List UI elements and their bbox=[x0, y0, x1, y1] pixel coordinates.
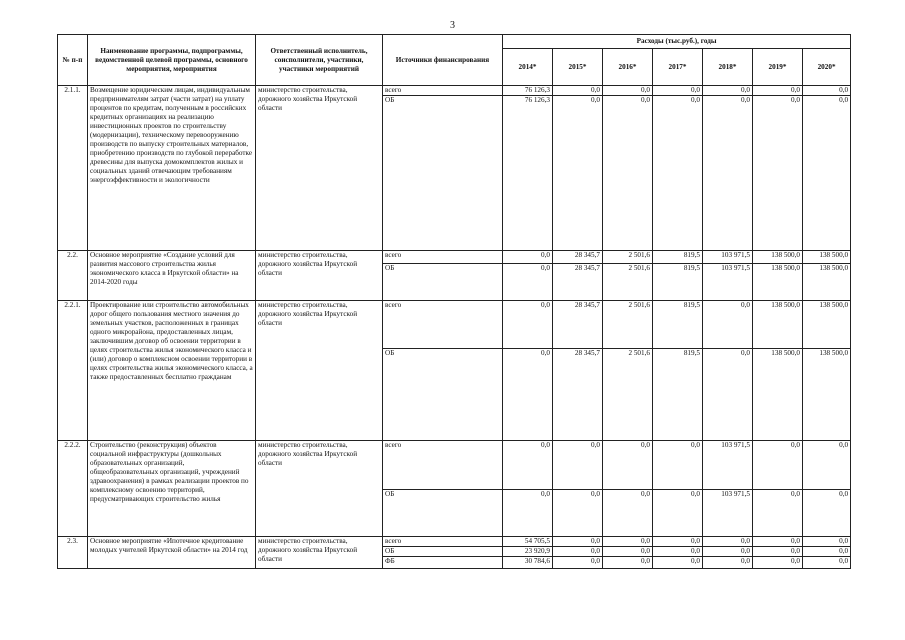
header-source: Источники финансирования bbox=[383, 35, 503, 86]
row-name: Проектирование или строительство автомобильных дорог общего пользования местного значения до земельных участков, расположенных в границах одного микрорайона, предоставленных лицам, заключившим договор об освоении территории в целях строительства жилья экономического класса и (или) договор о комплексном освоении территории в целях строительства жилья экономического класса, а также предоставленных бесплатно гражданам bbox=[88, 301, 256, 441]
value-cell: 103 971,5 bbox=[703, 264, 753, 301]
value-cell: 0,0 bbox=[703, 349, 753, 441]
value-cell: 0,0 bbox=[603, 96, 653, 251]
value-cell: 0,0 bbox=[553, 547, 603, 557]
row-executor: министерство строительства, дорожного хозяйства Иркутской области bbox=[256, 251, 383, 301]
value-cell: 0,0 bbox=[553, 557, 603, 569]
value-cell: 0,0 bbox=[553, 96, 603, 251]
table-row bbox=[58, 537, 851, 547]
value-cell: 0,0 bbox=[653, 441, 703, 490]
row-executor: министерство строительства, дорожного хозяйства Иркутской области bbox=[256, 441, 383, 537]
row-name: Основное мероприятие «Ипотечное кредитование молодых учителей Иркутской области» на 2014 год bbox=[88, 537, 256, 569]
value-cell: 138 500,0 bbox=[753, 251, 803, 264]
source-cell: ОБ bbox=[383, 96, 503, 251]
source-cell: всего bbox=[383, 86, 503, 96]
value-cell: 0,0 bbox=[703, 557, 753, 569]
header-year: 2015* bbox=[553, 49, 603, 86]
value-cell: 0,0 bbox=[603, 86, 653, 96]
table-row bbox=[58, 301, 851, 349]
row-number: 2.2.2. bbox=[58, 441, 88, 537]
source-cell: всего bbox=[383, 301, 503, 349]
value-cell: 2 501,6 bbox=[603, 301, 653, 349]
value-cell: 0,0 bbox=[703, 96, 753, 251]
value-cell: 0,0 bbox=[703, 86, 753, 96]
value-cell: 0,0 bbox=[653, 537, 703, 547]
value-cell: 0,0 bbox=[753, 547, 803, 557]
value-cell: 0,0 bbox=[503, 251, 553, 264]
header-expenses: Расходы (тыс.руб.), годы bbox=[503, 35, 851, 49]
value-cell: 0,0 bbox=[803, 441, 851, 490]
row-executor: министерство строительства, дорожного хозяйства Иркутской области bbox=[256, 301, 383, 441]
source-cell: ФБ bbox=[383, 557, 503, 569]
value-cell: 0,0 bbox=[553, 490, 603, 537]
source-cell: всего bbox=[383, 441, 503, 490]
value-cell: 0,0 bbox=[753, 537, 803, 547]
value-cell: 0,0 bbox=[653, 96, 703, 251]
value-cell: 0,0 bbox=[803, 547, 851, 557]
source-cell: ОБ bbox=[383, 264, 503, 301]
value-cell: 0,0 bbox=[503, 301, 553, 349]
source-cell: ОБ bbox=[383, 547, 503, 557]
value-cell: 0,0 bbox=[803, 557, 851, 569]
value-cell: 0,0 bbox=[753, 86, 803, 96]
value-cell: 0,0 bbox=[803, 537, 851, 547]
value-cell: 0,0 bbox=[503, 264, 553, 301]
value-cell: 0,0 bbox=[603, 547, 653, 557]
value-cell: 76 126,3 bbox=[503, 86, 553, 96]
row-number: 2.1.1. bbox=[58, 86, 88, 251]
value-cell: 0,0 bbox=[553, 86, 603, 96]
value-cell: 30 784,6 bbox=[503, 557, 553, 569]
value-cell: 138 500,0 bbox=[803, 349, 851, 441]
value-cell: 0,0 bbox=[753, 441, 803, 490]
value-cell: 0,0 bbox=[553, 537, 603, 547]
value-cell: 138 500,0 bbox=[753, 349, 803, 441]
source-cell: ОБ bbox=[383, 349, 503, 441]
row-name: Основное мероприятие «Создание условий для развития массового строительства жилья экономического класса в Иркутской области» на 2014-2020 годы bbox=[88, 251, 256, 301]
value-cell: 819,5 bbox=[653, 349, 703, 441]
header-executor: Ответственный исполнитель, соисполнители, участники, участники мероприятий bbox=[256, 35, 383, 86]
value-cell: 2 501,6 bbox=[603, 264, 653, 301]
value-cell: 28 345,7 bbox=[553, 349, 603, 441]
value-cell: 0,0 bbox=[653, 490, 703, 537]
value-cell: 23 920,9 bbox=[503, 547, 553, 557]
header-name: Наименование программы, подпрограммы, ведомственной целевой программы, основного мероприятия, мероприятия bbox=[88, 35, 256, 86]
row-name: Строительство (реконструкция) объектов социальной инфраструктуры (дошкольных образовательных организаций, общеобразовательных организаций, учреждений здравоохранения) в рамках реализации проектов по комплексному освоению территорий, предусматривающих строительство жилья bbox=[88, 441, 256, 537]
source-cell: ОБ bbox=[383, 490, 503, 537]
table-row bbox=[58, 86, 851, 96]
value-cell: 28 345,7 bbox=[553, 301, 603, 349]
value-cell: 76 126,3 bbox=[503, 96, 553, 251]
value-cell: 0,0 bbox=[753, 490, 803, 537]
header-year: 2017* bbox=[653, 49, 703, 86]
value-cell: 103 971,5 bbox=[703, 490, 753, 537]
value-cell: 54 705,5 bbox=[503, 537, 553, 547]
value-cell: 138 500,0 bbox=[803, 301, 851, 349]
value-cell: 0,0 bbox=[803, 490, 851, 537]
value-cell: 2 501,6 bbox=[603, 251, 653, 264]
table-row bbox=[58, 441, 851, 490]
value-cell: 0,0 bbox=[503, 490, 553, 537]
source-cell: всего bbox=[383, 251, 503, 264]
value-cell: 0,0 bbox=[603, 490, 653, 537]
header-year: 2019* bbox=[753, 49, 803, 86]
value-cell: 0,0 bbox=[653, 557, 703, 569]
value-cell: 0,0 bbox=[503, 349, 553, 441]
row-name: Возмещение юридическим лицам, индивидуальным предпринимателям затрат (части затрат) на уплату процентов по кредитам, полученным в российских кредитных организациях на реализацию инвестиционных проектов по строительству (модернизации), техническому перевооружению производств по выпуску строительных материалов, приобретению производств по глубокой переработке древесины для выпуска домокомплектов жилых и социальных зданий отвечающим требованиям энергоэффективности и экологичности bbox=[88, 86, 256, 251]
value-cell: 138 500,0 bbox=[803, 264, 851, 301]
value-cell: 0,0 bbox=[703, 537, 753, 547]
header-year: 2014* bbox=[503, 49, 553, 86]
value-cell: 0,0 bbox=[803, 96, 851, 251]
row-number: 2.2. bbox=[58, 251, 88, 301]
value-cell: 819,5 bbox=[653, 251, 703, 264]
value-cell: 0,0 bbox=[503, 441, 553, 490]
header-year: 2016* bbox=[603, 49, 653, 86]
value-cell: 138 500,0 bbox=[753, 301, 803, 349]
value-cell: 819,5 bbox=[653, 264, 703, 301]
value-cell: 2 501,6 bbox=[603, 349, 653, 441]
budget-table bbox=[57, 34, 851, 569]
value-cell: 138 500,0 bbox=[753, 264, 803, 301]
value-cell: 28 345,7 bbox=[553, 251, 603, 264]
value-cell: 0,0 bbox=[703, 547, 753, 557]
value-cell: 103 971,5 bbox=[703, 251, 753, 264]
value-cell: 28 345,7 bbox=[553, 264, 603, 301]
header-year: 2020* bbox=[803, 49, 851, 86]
value-cell: 103 971,5 bbox=[703, 441, 753, 490]
page-number: 3 bbox=[450, 20, 455, 31]
row-executor: министерство строительства, дорожного хозяйства Иркутской области bbox=[256, 537, 383, 569]
value-cell: 0,0 bbox=[753, 557, 803, 569]
row-number: 2.2.1. bbox=[58, 301, 88, 441]
value-cell: 0,0 bbox=[553, 441, 603, 490]
value-cell: 0,0 bbox=[653, 547, 703, 557]
value-cell: 0,0 bbox=[753, 96, 803, 251]
value-cell: 0,0 bbox=[603, 557, 653, 569]
header-year: 2018* bbox=[703, 49, 753, 86]
value-cell: 0,0 bbox=[653, 86, 703, 96]
value-cell: 0,0 bbox=[603, 441, 653, 490]
row-number: 2.3. bbox=[58, 537, 88, 569]
row-executor: министерство строительства, дорожного хозяйства Иркутской области bbox=[256, 86, 383, 251]
value-cell: 0,0 bbox=[803, 86, 851, 96]
value-cell: 819,5 bbox=[653, 301, 703, 349]
table-row bbox=[58, 251, 851, 264]
value-cell: 0,0 bbox=[603, 537, 653, 547]
value-cell: 0,0 bbox=[703, 301, 753, 349]
header-num: № п-п bbox=[58, 35, 88, 86]
value-cell: 138 500,0 bbox=[803, 251, 851, 264]
source-cell: всего bbox=[383, 537, 503, 547]
